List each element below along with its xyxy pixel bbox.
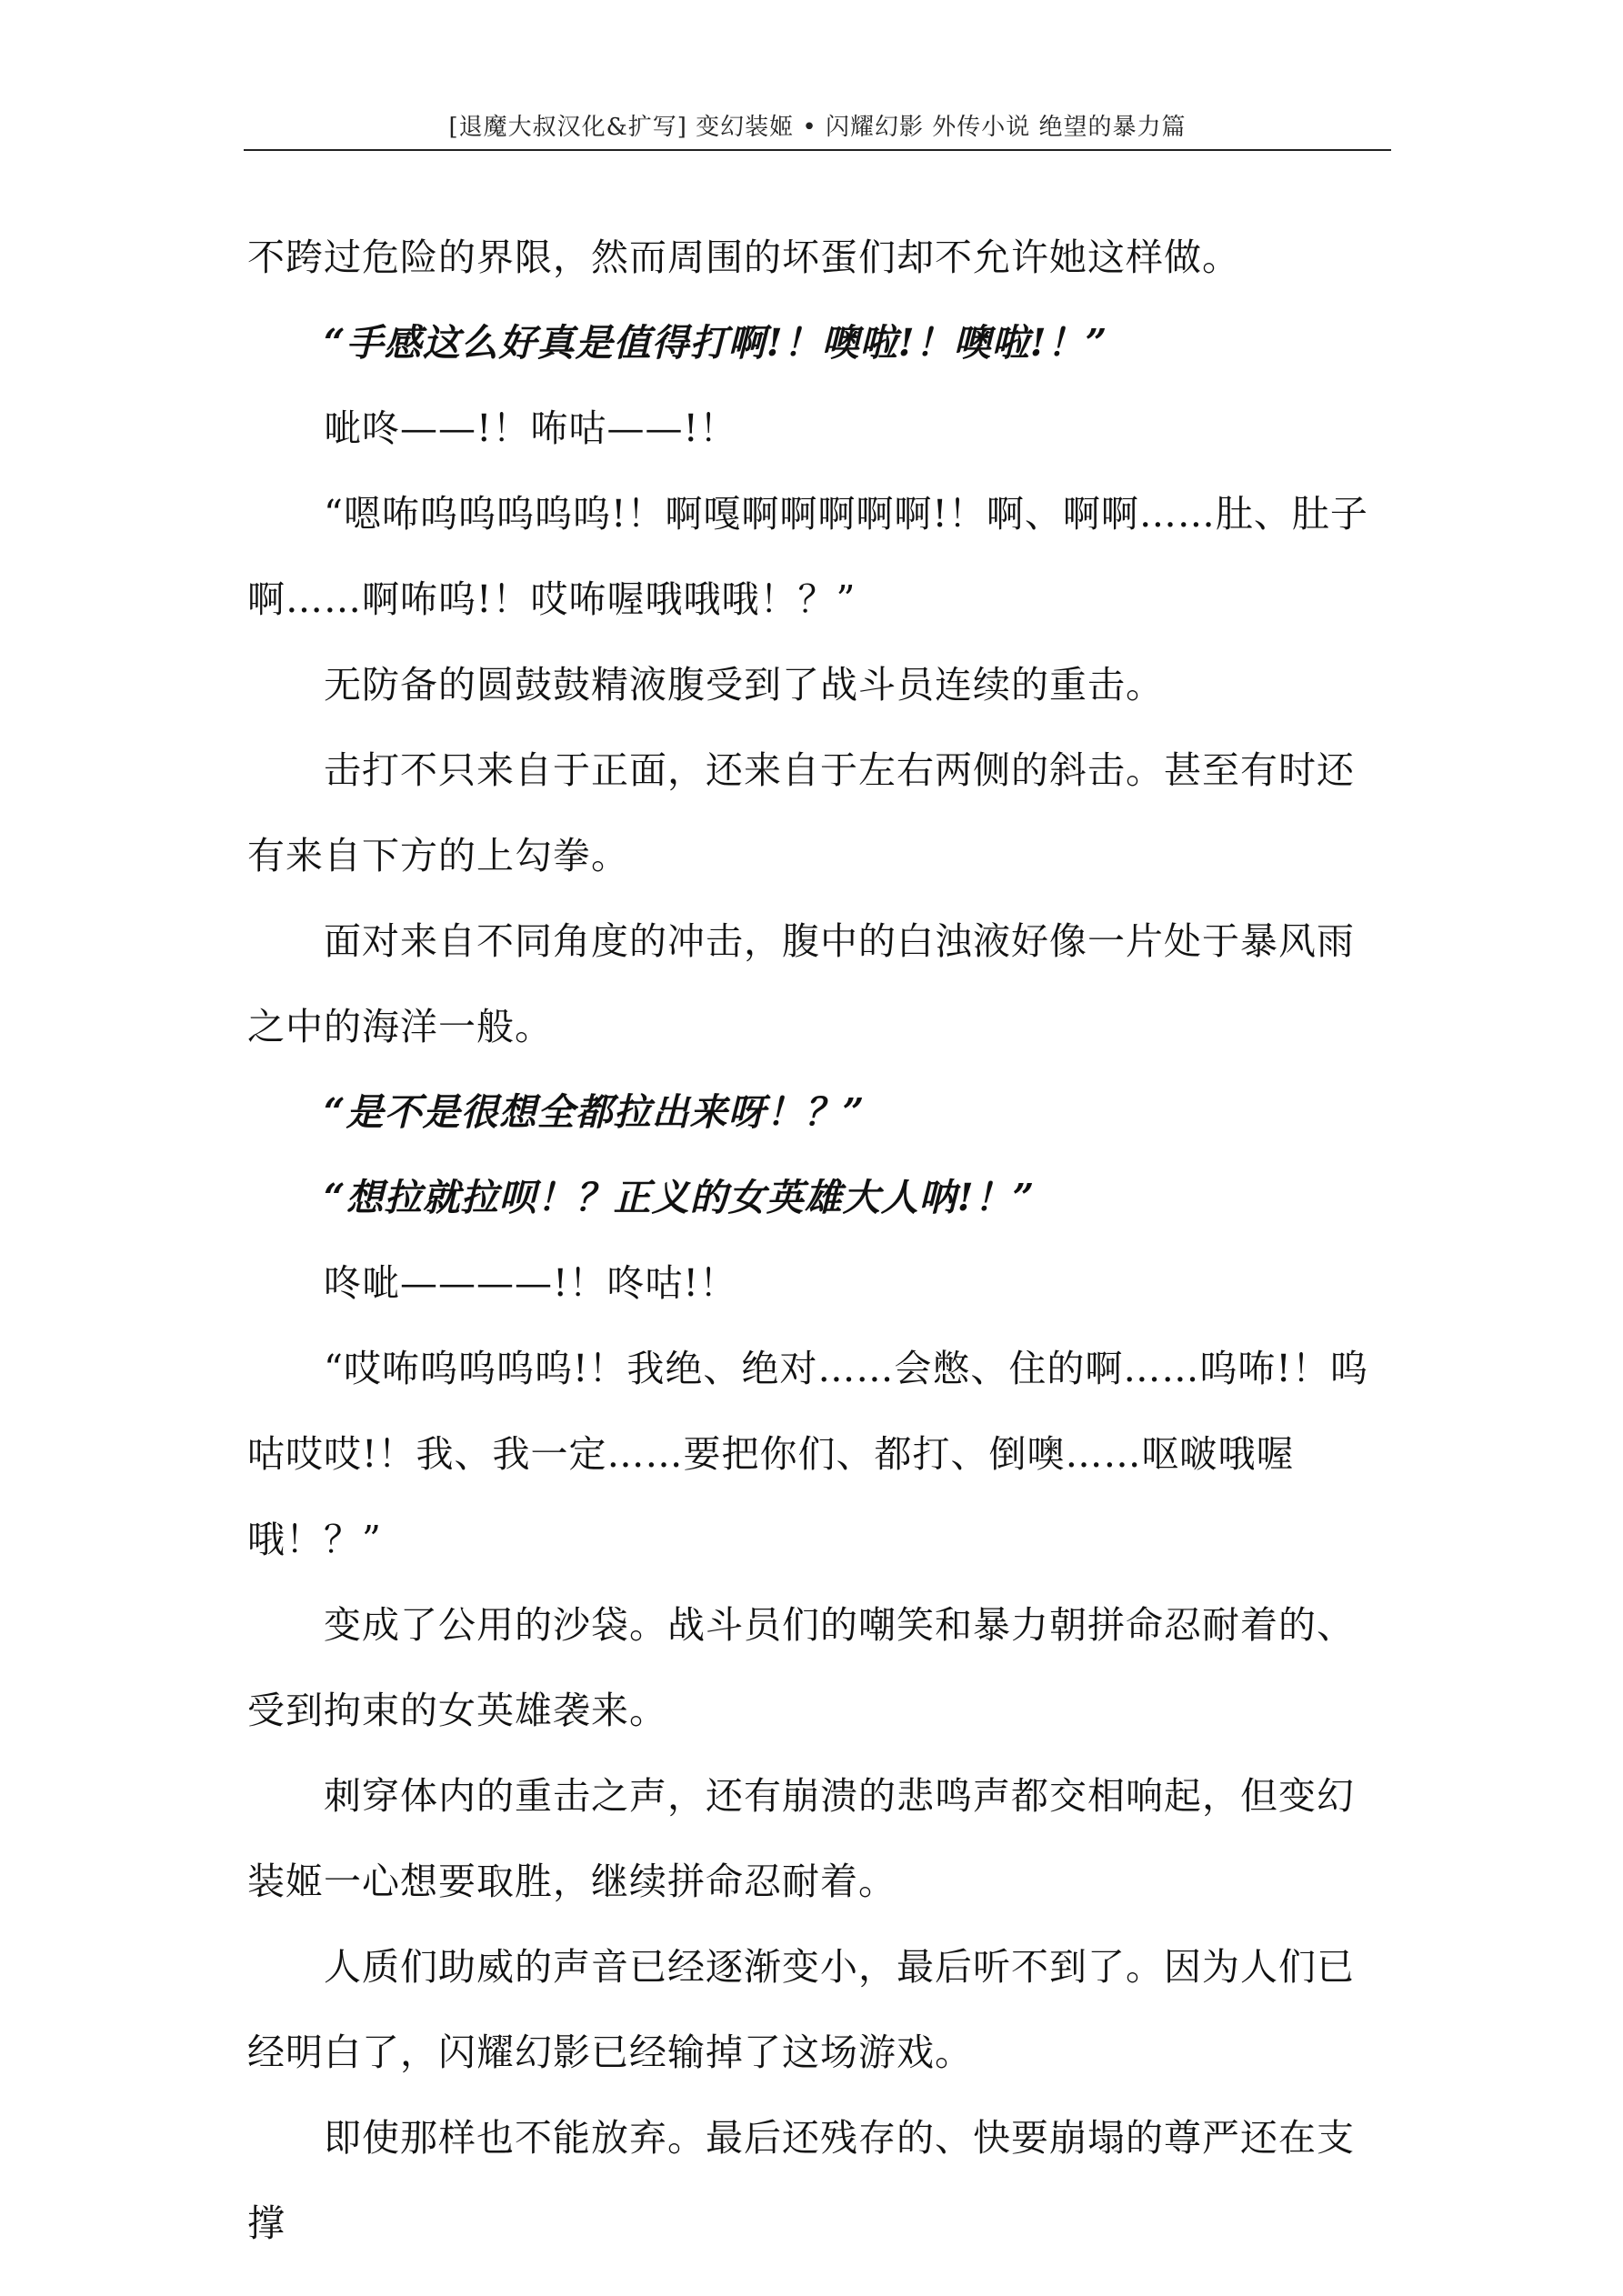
header-divider xyxy=(244,149,1391,151)
paragraph: 刺穿体内的重击之声，还有崩溃的悲鸣声都交相响起，但变幻装姬一心想要取胜，继续拼命忍耐着。 xyxy=(247,1774,1355,1903)
paragraph: “手感这么好真是值得打啊!！噢啦!！噢啦!！” xyxy=(324,321,1108,365)
paragraph: 不跨过危险的界限，然而周围的坏蛋们却不允许她这样做。 xyxy=(247,236,1240,279)
paragraph: “哎咘呜呜呜呜!！我绝、绝对……会憋、住的啊……呜咘!！呜咕哎哎!！我、我一定……要把你们、都打、倒噢……呕啵哦喔哦！？” xyxy=(247,1347,1368,1561)
paragraph: 面对来自不同角度的冲击，腹中的白浊液好像一片处于暴风雨之中的海洋一般。 xyxy=(247,919,1355,1048)
body-text xyxy=(247,215,1386,2266)
paragraph: 变成了公用的沙袋。战斗员们的嘲笑和暴力朝拼命忍耐着的、受到拘束的女英雄袭来。 xyxy=(247,1603,1355,1732)
page-header: [退魔大叔汉化&扩写] 变幻装姬 • 闪耀幻影 外传小说 绝望的暴力篇 xyxy=(448,114,1187,141)
paragraph: “嗯咘呜呜呜呜呜!！啊嘎啊啊啊啊啊!！啊、啊啊……肚、肚子啊……啊咘呜!！哎咘喔哦哦哦！？” xyxy=(247,492,1368,621)
paragraph: “是不是很想全都拉出来呀！？” xyxy=(324,1090,866,1134)
paragraph: 咚呲————!！咚咕!！ xyxy=(324,1261,737,1305)
paragraph: 人质们助威的声音已经逐渐变小，最后听不到了。因为人们已经明白了，闪耀幻影已经输掉了这场游戏。 xyxy=(247,1945,1355,2074)
paragraph: 无防备的圆鼓鼓精液腹受到了战斗员连续的重击。 xyxy=(324,663,1164,707)
paragraph: 击打不只来自于正面，还来自于左右两侧的斜击。甚至有时还有来自下方的上勾拳。 xyxy=(247,748,1355,877)
paragraph: “想拉就拉呗！？正义的女英雄大人呐!！” xyxy=(324,1176,1036,1219)
paragraph: 呲咚——!！咘咕——!！ xyxy=(324,406,737,450)
paragraph: 即使那样也不能放弃。最后还残存的、快要崩塌的尊严还在支撑 xyxy=(247,2116,1355,2245)
